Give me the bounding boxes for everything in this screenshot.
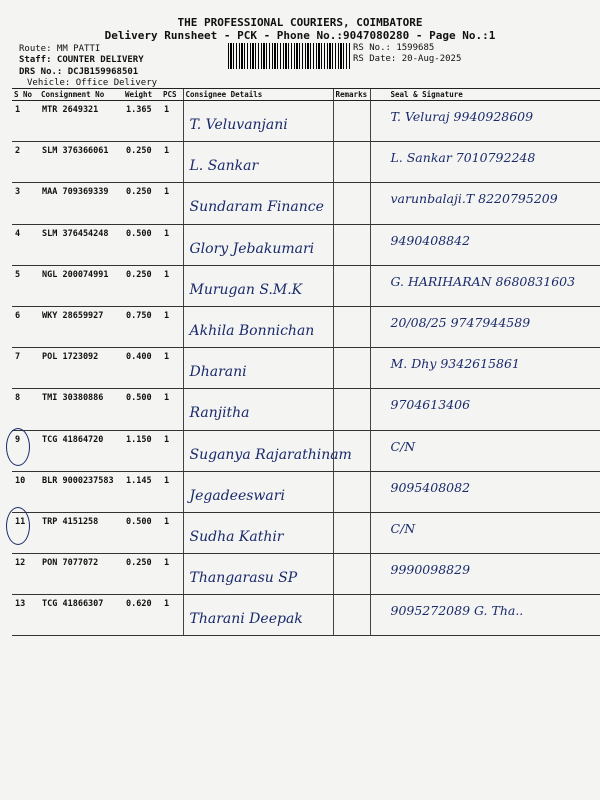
handwritten-name: Jegadeeswari	[189, 487, 285, 504]
cell-consignment: TCG 41864720	[39, 430, 123, 471]
cell-sno: 11	[12, 512, 39, 553]
rs-info	[353, 43, 461, 65]
cell-seal-signature	[370, 183, 600, 224]
cell-consignee-details	[183, 265, 333, 306]
rs-date: RS Date: 20-Aug-2025	[353, 54, 462, 64]
runsheet-table	[12, 88, 600, 636]
cell-remarks	[333, 101, 370, 142]
cell-remarks	[333, 224, 370, 265]
pen-circle-row-9	[6, 428, 30, 466]
staff-label: Staff: COUNTER DELIVERY	[19, 55, 144, 65]
table-row	[12, 224, 600, 265]
handwritten-signature: M. Dhy 9342615861	[390, 356, 520, 372]
cell-sno: 10	[12, 471, 39, 512]
col-weight: Weight	[123, 89, 161, 101]
cell-sno: 6	[12, 306, 39, 347]
page-subtitle: Delivery Runsheet - PCK - Phone No.:9047080280 - Page No.:1	[104, 29, 496, 42]
cell-weight: 1.365	[123, 101, 161, 142]
cell-pcs: 1	[161, 265, 183, 306]
cell-seal-signature	[370, 142, 600, 183]
handwritten-name: Thangarasu SP	[189, 570, 298, 587]
handwritten-name: Suganya Rajarathinam	[189, 446, 352, 463]
cell-consignment: BLR 9000237583	[39, 471, 123, 512]
cell-pcs: 1	[161, 554, 183, 595]
table-header-row	[12, 89, 600, 101]
cell-consignment: MAA 709369339	[39, 183, 123, 224]
cell-sno: 13	[12, 595, 39, 636]
cell-pcs: 1	[161, 595, 183, 636]
cell-consignment: PON 7077072	[39, 554, 123, 595]
cell-weight: 1.145	[123, 471, 161, 512]
cell-remarks	[333, 183, 370, 224]
cell-weight: 0.500	[123, 224, 161, 265]
cell-weight: 0.620	[123, 595, 161, 636]
handwritten-signature: T. Veluraj 9940928609	[390, 109, 534, 124]
cell-consignee-details	[183, 430, 352, 471]
cell-weight: 0.250	[123, 142, 161, 183]
cell-weight: 0.250	[123, 265, 161, 306]
cell-pcs: 1	[161, 389, 183, 430]
cell-seal-signature	[370, 101, 600, 142]
cell-consignment: TMI 30380886	[39, 389, 123, 430]
cell-sno: 8	[12, 389, 39, 430]
col-pcs: PCS	[161, 89, 183, 101]
cell-weight: 0.500	[123, 389, 161, 430]
col-sno: S No	[12, 89, 39, 101]
handwritten-signature: 9490408842	[390, 232, 471, 248]
barcode-icon	[228, 43, 350, 69]
cell-remarks	[333, 512, 370, 553]
cell-seal-signature	[370, 471, 600, 512]
col-remarks: Remarks	[333, 89, 370, 101]
col-consignment: Consignment No	[39, 89, 123, 101]
cell-consignment: WKY 28659927	[39, 306, 123, 347]
cell-consignment: SLM 376366061	[39, 142, 123, 183]
handwritten-signature: varunbalaji.T 8220795209	[390, 191, 558, 207]
cell-consignment: NGL 200074991	[39, 265, 123, 306]
cell-consignee-details	[183, 348, 333, 389]
cell-weight: 0.750	[123, 306, 161, 347]
handwritten-name: Murugan S.M.K	[189, 281, 303, 298]
cell-seal-signature	[370, 348, 600, 389]
handwritten-signature: C/N	[390, 520, 416, 536]
cell-pcs: 1	[161, 348, 183, 389]
handwritten-name: Sundaram Finance	[189, 199, 324, 216]
cell-remarks	[333, 595, 370, 636]
handwritten-signature: 9095408082	[390, 479, 471, 495]
cell-sno: 4	[12, 224, 39, 265]
route-label: Route: MM PATTI	[19, 44, 101, 54]
cell-remarks	[333, 348, 370, 389]
cell-pcs: 1	[161, 224, 183, 265]
cell-consignee-details	[183, 224, 333, 265]
handwritten-signature: C/N	[390, 438, 416, 454]
cell-seal-signature	[370, 306, 600, 347]
cell-remarks	[333, 265, 370, 306]
cell-consignee-details	[183, 554, 333, 595]
cell-consignment: POL 1723092	[39, 348, 123, 389]
cell-pcs: 1	[161, 430, 183, 471]
handwritten-name: Tharani Deepak	[189, 611, 303, 628]
table-row	[12, 306, 600, 347]
cell-sno: 1	[12, 101, 39, 142]
table-row	[12, 595, 600, 636]
cell-seal-signature	[370, 265, 600, 306]
cell-seal-signature	[370, 224, 600, 265]
cell-pcs: 1	[161, 512, 183, 553]
col-seal: Seal & Signature	[370, 89, 600, 101]
handwritten-name: L. Sankar	[189, 158, 259, 175]
cell-weight: 0.250	[123, 183, 161, 224]
handwritten-signature: G. HARIHARAN 8680831603	[390, 273, 576, 289]
cell-weight: 0.250	[123, 554, 161, 595]
cell-remarks	[333, 471, 370, 512]
table-row	[12, 471, 600, 512]
cell-consignee-details	[183, 101, 333, 142]
table-row	[12, 265, 600, 306]
handwritten-name: Dharani	[189, 364, 247, 381]
cell-seal-signature	[370, 389, 600, 430]
cell-sno: 12	[12, 554, 39, 595]
cell-remarks	[333, 554, 370, 595]
handwritten-name: Sudha Kathir	[189, 528, 284, 545]
handwritten-signature: 9095272089 G. Tha..	[390, 603, 524, 619]
table-row	[12, 389, 600, 430]
handwritten-signature: 20/08/25 9747944589	[390, 314, 531, 330]
cell-remarks	[333, 389, 370, 430]
col-details: Consignee Details	[183, 89, 333, 101]
cell-pcs: 1	[161, 183, 183, 224]
cell-consignment: TCG 41866307	[39, 595, 123, 636]
table-row	[12, 430, 600, 471]
cell-pcs: 1	[161, 471, 183, 512]
cell-sno: 9	[12, 430, 39, 471]
vehicle-label: Vehicle: Office Delivery	[27, 78, 158, 88]
cell-seal-signature	[370, 512, 600, 553]
cell-sno: 5	[12, 265, 39, 306]
cell-consignment: SLM 376454248	[39, 224, 123, 265]
rs-number: RS No.: 1599685	[353, 43, 435, 53]
handwritten-name: Akhila Bonnichan	[189, 322, 315, 339]
handwritten-name: Glory Jebakumari	[189, 240, 315, 257]
cell-seal-signature	[370, 430, 600, 471]
cell-pcs: 1	[161, 306, 183, 347]
cell-consignee-details	[183, 183, 333, 224]
cell-sno: 7	[12, 348, 39, 389]
handwritten-signature: L. Sankar 7010792248	[390, 150, 536, 166]
table-row	[12, 142, 600, 183]
cell-remarks	[333, 142, 370, 183]
page-title: THE PROFESSIONAL COURIERS, COIMBATORE	[177, 16, 423, 29]
table-row	[12, 101, 600, 142]
table-row	[12, 554, 600, 595]
cell-sno: 2	[12, 142, 39, 183]
table-row	[12, 348, 600, 389]
drs-label: DRS No.: DCJB159968501	[19, 67, 139, 77]
cell-seal-signature	[370, 595, 600, 636]
cell-sno: 3	[12, 183, 39, 224]
cell-remarks	[333, 306, 370, 347]
handwritten-signature: 9990098829	[390, 562, 471, 578]
table-row	[12, 512, 600, 553]
cell-weight: 0.400	[123, 348, 161, 389]
cell-consignee-details	[183, 512, 333, 553]
handwritten-name: T. Veluvanjani	[189, 117, 288, 133]
cell-consignee-details	[183, 142, 333, 183]
cell-pcs: 1	[161, 142, 183, 183]
pen-circle-row-11	[6, 507, 30, 545]
cell-seal-signature	[370, 554, 600, 595]
handwritten-signature: 9704613406	[390, 397, 471, 413]
cell-consignee-details	[183, 306, 333, 347]
cell-weight: 1.150	[123, 430, 161, 471]
cell-consignment: MTR 2649321	[39, 101, 123, 142]
cell-consignment: TRP 4151258	[39, 512, 123, 553]
cell-weight: 0.500	[123, 512, 161, 553]
handwritten-name: Ranjitha	[189, 405, 250, 422]
cell-consignee-details	[183, 471, 333, 512]
cell-consignee-details	[183, 389, 333, 430]
table-row	[12, 183, 600, 224]
cell-pcs: 1	[161, 101, 183, 142]
cell-consignee-details	[183, 595, 333, 636]
